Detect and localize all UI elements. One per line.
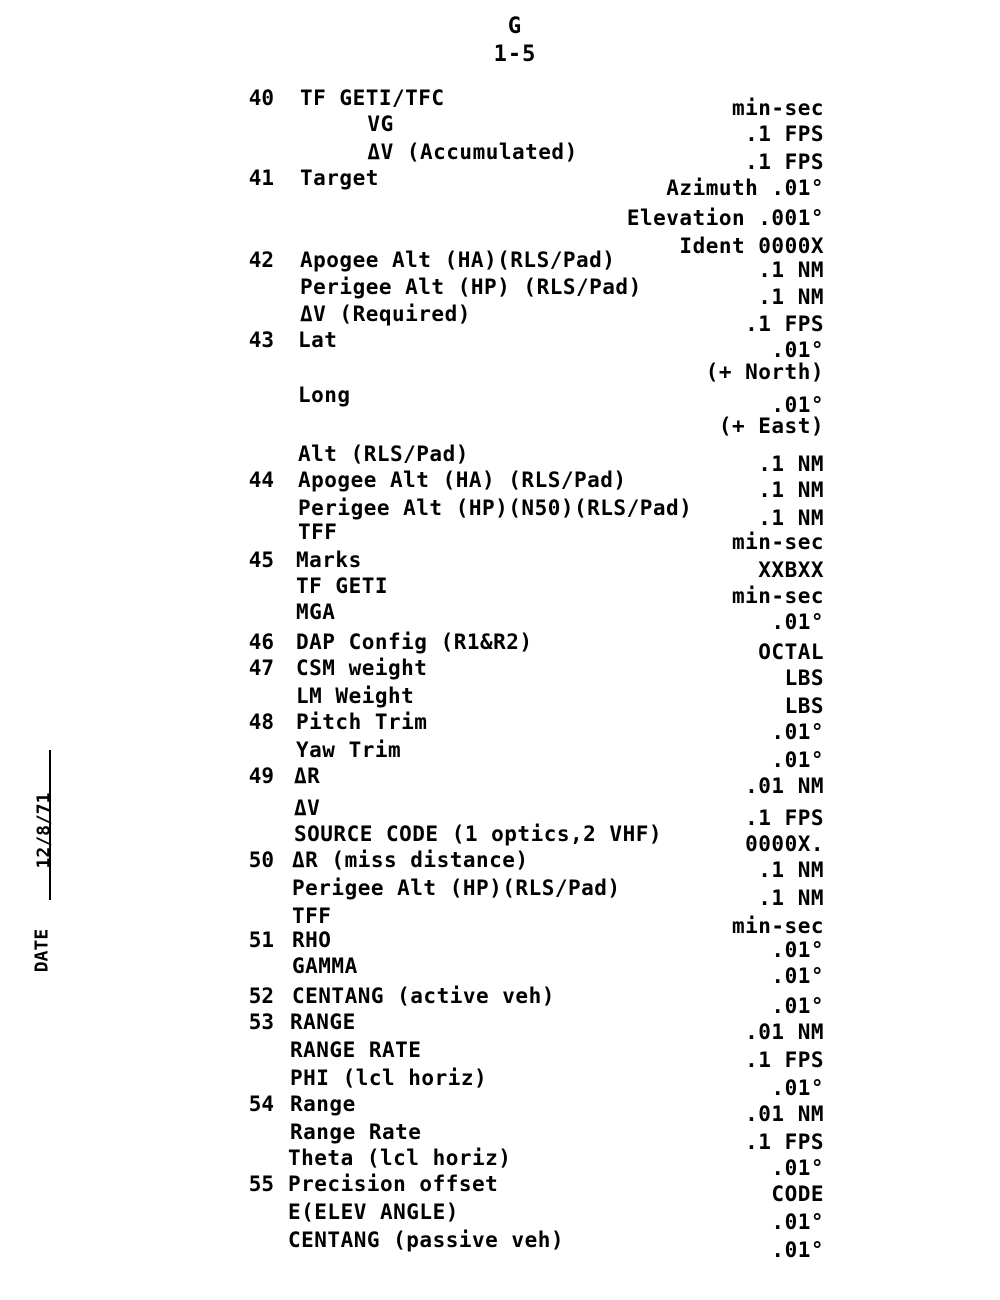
item-number: 47 bbox=[248, 656, 274, 680]
item-number: 45 bbox=[248, 548, 274, 572]
parameter-label: Range bbox=[290, 1092, 356, 1116]
parameter-unit: (+ North) bbox=[705, 360, 824, 384]
parameter-unit: .01° bbox=[771, 748, 824, 772]
parameter-label: Lat bbox=[298, 328, 338, 352]
parameter-label: Marks bbox=[296, 548, 362, 572]
item-number: 43 bbox=[248, 328, 274, 352]
parameter-unit: .01° bbox=[771, 1156, 824, 1180]
parameter-unit: .1 NM bbox=[758, 886, 824, 910]
parameter-unit: Azimuth .01° bbox=[666, 176, 824, 200]
item-number: 46 bbox=[248, 630, 274, 654]
parameter-label: VG bbox=[328, 112, 394, 136]
date-block bbox=[22, 730, 62, 990]
parameter-unit: OCTAL bbox=[758, 640, 824, 664]
parameter-label: TFF bbox=[298, 520, 338, 544]
parameter-label: CENTANG (passive veh) bbox=[288, 1228, 565, 1252]
item-number: 49 bbox=[248, 764, 274, 788]
parameter-unit: .1 NM bbox=[758, 452, 824, 476]
parameter-unit: .1 NM bbox=[758, 858, 824, 882]
parameter-unit: min-sec bbox=[731, 530, 824, 554]
parameter-label: TF GETI/TFC bbox=[300, 86, 445, 110]
parameter-label: GAMMA bbox=[292, 954, 358, 978]
parameter-label: ΔR bbox=[294, 764, 321, 788]
item-number: 40 bbox=[248, 86, 274, 110]
item-number: 54 bbox=[248, 1092, 274, 1116]
parameter-unit: .01° bbox=[771, 964, 824, 988]
parameter-unit: .01° bbox=[771, 1210, 824, 1234]
parameter-label: Pitch Trim bbox=[296, 710, 428, 734]
parameter-label: Theta (lcl horiz) bbox=[288, 1146, 512, 1170]
parameter-unit: 0000X. bbox=[745, 832, 824, 856]
parameter-unit: .01 NM bbox=[745, 774, 824, 798]
parameter-label: Range Rate bbox=[290, 1120, 422, 1144]
parameter-label: E(ELEV ANGLE) bbox=[288, 1200, 459, 1224]
parameter-unit: .1 NM bbox=[758, 285, 824, 309]
parameter-label: Apogee Alt (HA)(RLS/Pad) bbox=[300, 248, 616, 272]
parameter-unit: .1 FPS bbox=[745, 1130, 824, 1154]
parameter-unit: .01° bbox=[771, 610, 824, 634]
item-number: 55 bbox=[248, 1172, 274, 1196]
parameter-label: CSM weight bbox=[296, 656, 428, 680]
parameter-label: LM Weight bbox=[296, 684, 415, 708]
parameter-label: ΔV (Accumulated) bbox=[328, 140, 578, 164]
item-number: 50 bbox=[248, 848, 274, 872]
parameter-unit: .01° bbox=[771, 1076, 824, 1100]
parameter-unit: .01° bbox=[771, 938, 824, 962]
parameter-label: Apogee Alt (HA) (RLS/Pad) bbox=[298, 468, 627, 492]
item-number: 42 bbox=[248, 248, 274, 272]
section-letter: G bbox=[507, 14, 523, 39]
parameter-label: SOURCE CODE (1 optics,2 VHF) bbox=[294, 822, 663, 846]
parameter-label: ΔR (miss distance) bbox=[292, 848, 529, 872]
parameter-label: Long bbox=[298, 383, 351, 407]
parameter-unit: .01° bbox=[771, 994, 824, 1018]
parameter-label: Yaw Trim bbox=[296, 738, 402, 762]
parameter-label: PHI (lcl horiz) bbox=[290, 1066, 488, 1090]
item-number: 53 bbox=[248, 1010, 274, 1034]
parameter-label: CENTANG (active veh) bbox=[292, 984, 555, 1008]
parameter-unit: .1 FPS bbox=[745, 122, 824, 146]
parameter-label: Target bbox=[300, 166, 379, 190]
parameter-label: RHO bbox=[292, 928, 332, 952]
parameter-label: RANGE RATE bbox=[290, 1038, 422, 1062]
parameter-unit: .1 NM bbox=[758, 506, 824, 530]
item-number: 51 bbox=[248, 928, 274, 952]
parameter-unit: .1 FPS bbox=[745, 312, 824, 336]
parameter-unit: .01° bbox=[771, 1238, 824, 1262]
parameter-label: RANGE bbox=[290, 1010, 356, 1034]
parameter-unit: min-sec bbox=[731, 914, 824, 938]
date-label: DATE bbox=[31, 928, 53, 973]
parameter-label: Alt (RLS/Pad) bbox=[298, 442, 469, 466]
parameter-unit: .01 NM bbox=[745, 1020, 824, 1044]
page-number: 1-5 bbox=[493, 42, 537, 67]
parameter-unit: .1 FPS bbox=[745, 806, 824, 830]
parameter-label: Precision offset bbox=[288, 1172, 499, 1196]
parameter-label: Perigee Alt (HP)(N50)(RLS/Pad) bbox=[298, 496, 693, 520]
parameter-unit: (+ East) bbox=[718, 414, 824, 438]
parameter-unit: .1 FPS bbox=[745, 1048, 824, 1072]
parameter-unit: min-sec bbox=[731, 584, 824, 608]
parameter-unit: .1 NM bbox=[758, 258, 824, 282]
parameter-label: Perigee Alt (HP)(RLS/Pad) bbox=[292, 876, 621, 900]
parameter-label: Perigee Alt (HP) (RLS/Pad) bbox=[300, 275, 642, 299]
parameter-label: TF GETI bbox=[296, 574, 389, 598]
parameter-label: TFF bbox=[292, 904, 332, 928]
parameter-unit: CODE bbox=[771, 1182, 824, 1206]
parameter-unit: .01° bbox=[771, 720, 824, 744]
parameter-unit: LBS bbox=[784, 694, 824, 718]
parameter-unit: .01° bbox=[771, 393, 824, 417]
parameter-label: ΔV bbox=[294, 796, 321, 820]
parameter-unit: .1 NM bbox=[758, 478, 824, 502]
item-number: 41 bbox=[248, 166, 274, 190]
parameter-label: ΔV (Required) bbox=[300, 302, 471, 326]
item-number: 52 bbox=[248, 984, 274, 1008]
parameter-unit: XXBXX bbox=[758, 558, 824, 582]
item-number: 48 bbox=[248, 710, 274, 734]
parameter-unit: .1 FPS bbox=[745, 150, 824, 174]
parameter-label: DAP Config (R1&R2) bbox=[296, 630, 533, 654]
parameter-unit: Elevation .001° bbox=[626, 206, 824, 230]
parameter-label: MGA bbox=[296, 600, 336, 624]
date-value: 12/8/71 bbox=[33, 792, 55, 869]
parameter-unit: min-sec bbox=[731, 96, 824, 120]
parameter-unit: .01° bbox=[771, 338, 824, 362]
parameter-unit: LBS bbox=[784, 666, 824, 690]
parameter-unit: Ident 0000X bbox=[679, 234, 824, 258]
parameter-unit: .01 NM bbox=[745, 1102, 824, 1126]
item-number: 44 bbox=[248, 468, 274, 492]
